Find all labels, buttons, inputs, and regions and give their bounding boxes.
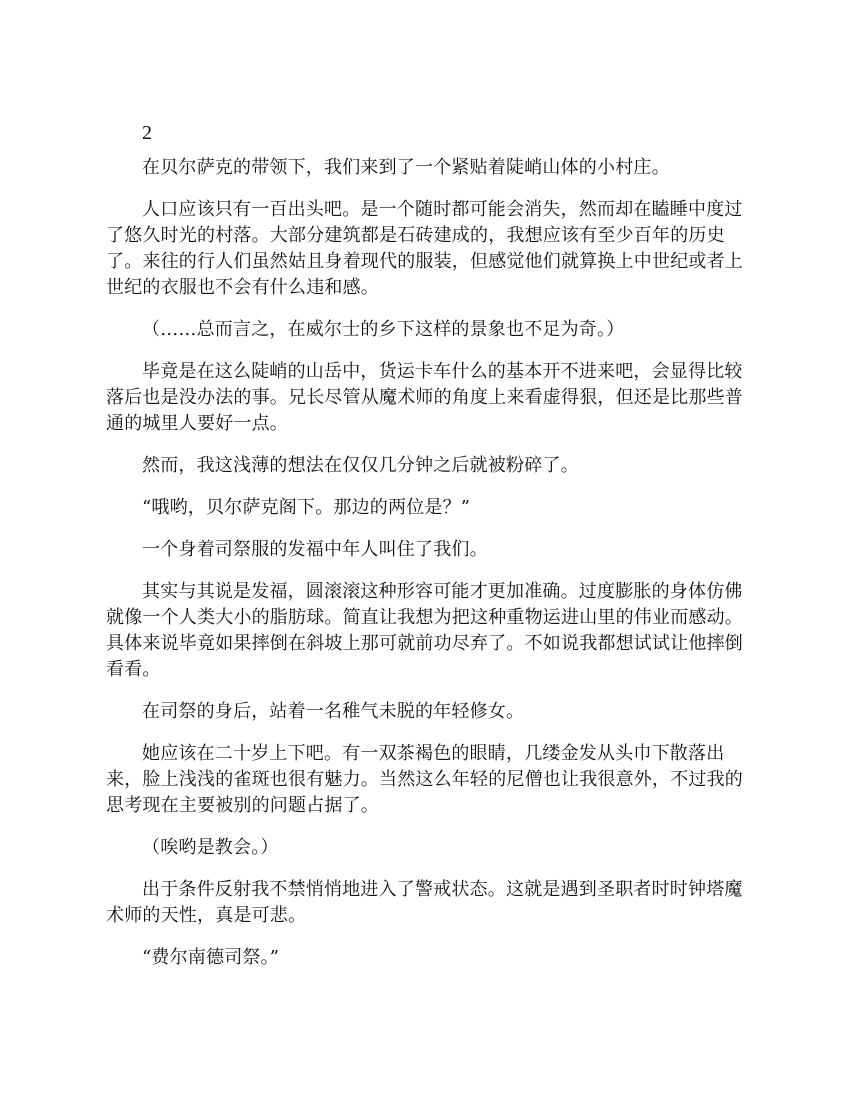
paragraph: 出于条件反射我不禁悄悄地进入了警戒状态。这就是遇到圣职者时时钟塔魔术师的天性，真是可悲。 (106, 879, 743, 926)
paragraph: 人口应该只有一百出头吧。是一个随时都可能会消失，然而却在瞌睡中度过了悠久时光的村落。大部分建筑都是石砖建成的，我想应该有至少百年的历史了。来往的行人们虽然姑且身着现代的服装，但感觉他们就算换上中世纪或者上世纪的衣服也不会有什么违和感。 (106, 199, 743, 298)
paragraph: 在贝尔萨克的带领下，我们来到了一个紧贴着陡峭山体的小村庄。 (142, 157, 670, 178)
paragraph: 其实与其说是发福，圆滚滚这种形容可能才更加准确。过度膨胀的身体仿佛就像一个人类大小的脂肪球。简直让我想为把这种重物运进山里的伟业而感动。具体来说毕竟如果摔倒在斜坡上那可就前功尽弃了。不如说我都想试试让他摔倒看看。 (106, 581, 743, 680)
paragraph: 然而，我这浅薄的想法在仅仅几分钟之后就被粉碎了。 (142, 455, 579, 476)
page-content (106, 119, 746, 987)
paragraph: （唉哟是教会。） (142, 837, 279, 858)
paragraph: 在司祭的身后，站着一名稚气未脱的年轻修女。 (142, 701, 525, 722)
chapter-number: 2 (142, 122, 152, 144)
paragraph: （……总而言之，在威尔士的乡下这样的景象也不足为奇。） (142, 319, 625, 340)
paragraph: 一个身着司祭服的发福中年人叫住了我们。 (142, 539, 488, 560)
paragraph: 她应该在二十岁上下吧。有一双茶褐色的眼睛，几缕金发从头巾下散落出来，脸上浅浅的雀斑也很有魅力。当然这么年轻的尼僧也让我很意外，不过我的思考现在主要被别的问题占据了。 (106, 743, 743, 816)
paragraph: “哦哟，贝尔萨克阁下。那边的两位是？” (142, 497, 471, 518)
paragraph: 毕竟是在这么陡峭的山岳中，货运卡车什么的基本开不进来吧，会显得比较落后也是没办法的事。兄长尽管从魔术师的角度上来看虚得狠，但还是比那些普通的城里人要好一点。 (106, 361, 743, 434)
paragraph: “费尔南德司祭。” (142, 947, 280, 968)
